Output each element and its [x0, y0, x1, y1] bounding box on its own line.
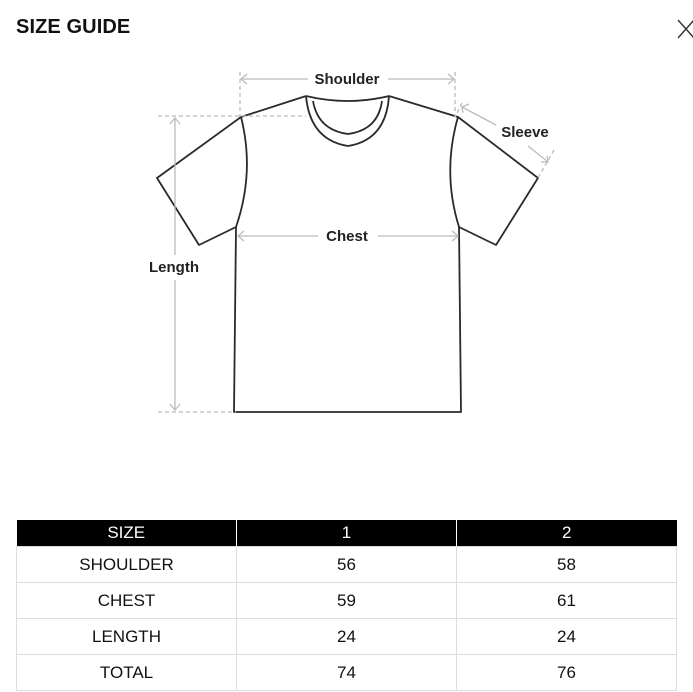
table-row [17, 655, 677, 691]
length-label: Length [149, 259, 199, 276]
table-cell: 61 [457, 583, 677, 619]
table-row [17, 583, 677, 619]
table-cell: 24 [237, 619, 457, 655]
table-header-cell: 2 [457, 520, 677, 547]
table-cell: CHEST [17, 583, 237, 619]
shoulder-label: Shoulder [314, 71, 380, 88]
table-cell: TOTAL [17, 655, 237, 691]
modal-title: SIZE GUIDE [16, 16, 131, 38]
table-header-row [17, 520, 677, 547]
table-cell: 58 [457, 547, 677, 583]
table-cell: 74 [237, 655, 457, 691]
table-cell: 59 [237, 583, 457, 619]
table-cell: 76 [457, 655, 677, 691]
table-header-cell: SIZE [17, 520, 237, 547]
table-row [17, 547, 677, 583]
table-cell: 24 [457, 619, 677, 655]
table-cell: 56 [237, 547, 457, 583]
size-table [16, 520, 677, 691]
table-header-cell: 1 [237, 520, 457, 547]
table-cell: SHOULDER [17, 547, 237, 583]
table-row [17, 619, 677, 655]
tshirt-outline [157, 96, 538, 412]
sleeve-label: Sleeve [501, 124, 549, 141]
table-cell: LENGTH [17, 619, 237, 655]
chest-label: Chest [326, 228, 368, 245]
